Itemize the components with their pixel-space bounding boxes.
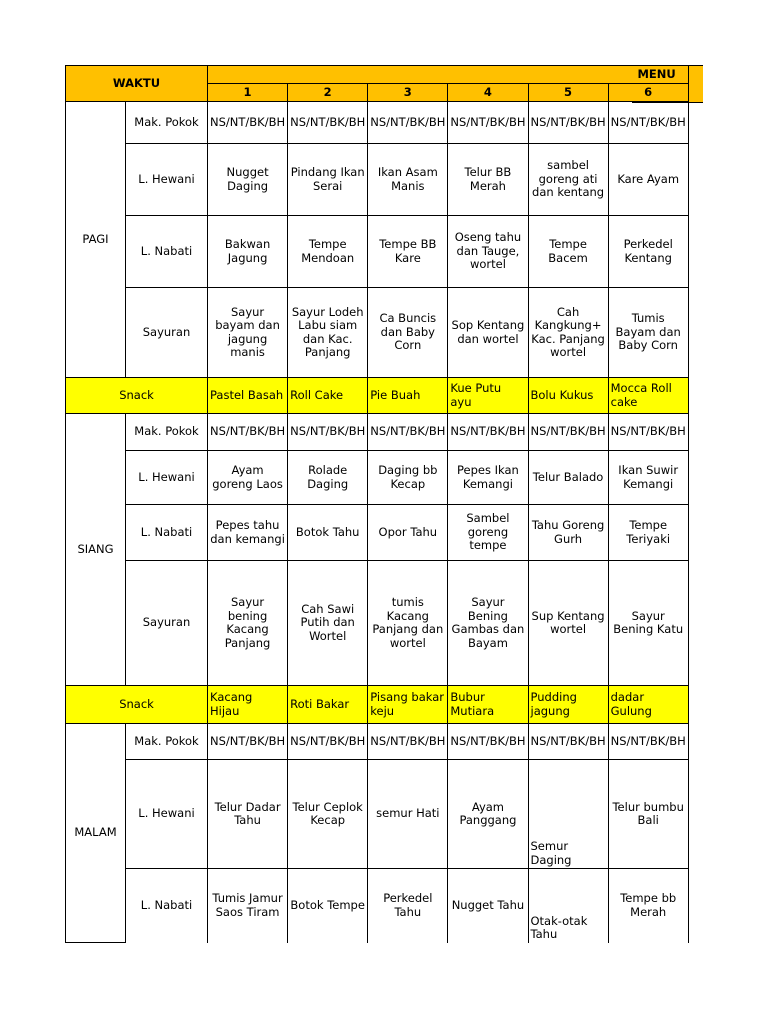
row-label: L. Hewani (126, 760, 208, 869)
column-header-6: 6 (608, 84, 688, 102)
snack-label: Snack (66, 686, 208, 724)
table-cell: Tahu Goreng Gurh (528, 505, 608, 561)
menu-table (65, 65, 689, 943)
table-cell: sambel goreng ati dan kentang (528, 144, 608, 216)
row-label: Mak. Pokok (126, 102, 208, 144)
table-cell: Perkedel Tahu (368, 869, 448, 943)
table-cell: NS/NT/BK/BH (288, 724, 368, 760)
row-label: L. Hewani (126, 451, 208, 505)
column-header-1: 1 (208, 84, 288, 102)
table-cell: Pindang Ikan Serai (288, 144, 368, 216)
snack-row (66, 686, 689, 724)
table-cell: Ayam Panggang (448, 760, 528, 869)
snack-item: Bubur Mutiara (448, 686, 528, 724)
table-cell: NS/NT/BK/BH (608, 724, 688, 760)
snack-item: Pie Buah (368, 378, 448, 414)
table-cell: NS/NT/BK/BH (368, 414, 448, 451)
table-cell: NS/NT/BK/BH (448, 102, 528, 144)
table-cell: NS/NT/BK/BH (208, 102, 288, 144)
table-cell: Oseng tahu dan Tauge, wortel (448, 216, 528, 288)
table-cell: Sayur bening Kacang Panjang (208, 561, 288, 686)
table-cell: NS/NT/BK/BH (288, 102, 368, 144)
table-cell: Kare Ayam (608, 144, 688, 216)
table-row (66, 724, 689, 760)
table-cell: Tempe Bacem (528, 216, 608, 288)
snack-row (66, 378, 689, 414)
table-cell: Nugget Tahu (448, 869, 528, 943)
table-row (66, 102, 689, 144)
table-cell: Sambel goreng tempe (448, 505, 528, 561)
snack-item: Roti Bakar (288, 686, 368, 724)
menu-sheet (65, 65, 689, 943)
table-row (66, 561, 689, 686)
table-row (66, 414, 689, 451)
table-cell: Rolade Daging (288, 451, 368, 505)
table-cell: Pepes Ikan Kemangi (448, 451, 528, 505)
row-label: Mak. Pokok (126, 724, 208, 760)
table-cell: Nugget Daging (208, 144, 288, 216)
table-row (66, 216, 689, 288)
table-cell: Sop Kentang dan wortel (448, 288, 528, 378)
snack-item: Pastel Basah (208, 378, 288, 414)
table-row (66, 451, 689, 505)
table-cell: Tempe Mendoan (288, 216, 368, 288)
row-label: L. Hewani (126, 144, 208, 216)
table-cell: NS/NT/BK/BH (208, 724, 288, 760)
table-cell: Telur Balado (528, 451, 608, 505)
table-cell: NS/NT/BK/BH (368, 102, 448, 144)
snack-item: Pudding jagung (528, 686, 608, 724)
table-cell: Perkedel Kentang (608, 216, 688, 288)
snack-label: Snack (66, 378, 208, 414)
table-cell: Sayur bayam dan jagung manis (208, 288, 288, 378)
table-row (66, 760, 689, 869)
session-label-malam: MALAM (66, 724, 126, 943)
snack-item: Kue Putu ayu (448, 378, 528, 414)
snack-item: Mocca Roll cake (608, 378, 688, 414)
table-cell: NS/NT/BK/BH (528, 414, 608, 451)
table-cell: Sayur Bening Gambas dan Bayam (448, 561, 528, 686)
table-cell: Cah Kangkung+ Kac. Panjang wortel (528, 288, 608, 378)
table-cell: Semur Daging (528, 760, 608, 869)
table-cell: Bakwan Jagung (208, 216, 288, 288)
table-cell: Opor Tahu (368, 505, 448, 561)
table-cell: Daging bb Kecap (368, 451, 448, 505)
table-cell: semur Hati (368, 760, 448, 869)
table-cell: Ayam goreng Laos (208, 451, 288, 505)
column-header-3: 3 (368, 84, 448, 102)
table-cell: Telur Dadar Tahu (208, 760, 288, 869)
waktu-header: WAKTU (66, 66, 208, 102)
table-cell: Botok Tempe (288, 869, 368, 943)
snack-item: Roll Cake (288, 378, 368, 414)
session-label-pagi: PAGI (66, 102, 126, 378)
row-label: L. Nabati (126, 505, 208, 561)
table-cell: NS/NT/BK/BH (288, 414, 368, 451)
table-cell: Telur Ceplok Kecap (288, 760, 368, 869)
row-label: Sayuran (126, 288, 208, 378)
table-cell: NS/NT/BK/BH (448, 724, 528, 760)
table-cell: Tempe bb Merah (608, 869, 688, 943)
column-header-2: 2 (288, 84, 368, 102)
table-cell: Tumis Jamur Saos Tiram (208, 869, 288, 943)
table-cell: Tempe Teriyaki (608, 505, 688, 561)
table-cell: tumis Kacang Panjang dan wortel (368, 561, 448, 686)
table-cell: Sayur Lodeh Labu siam dan Kac. Panjang (288, 288, 368, 378)
table-cell: NS/NT/BK/BH (368, 724, 448, 760)
table-cell: NS/NT/BK/BH (528, 724, 608, 760)
snack-item: Pisang bakar keju (368, 686, 448, 724)
menu-header: MENU (208, 66, 689, 84)
table-cell: NS/NT/BK/BH (448, 414, 528, 451)
table-cell: Telur BB Merah (448, 144, 528, 216)
table-row (66, 869, 689, 943)
column-header-5: 5 (528, 84, 608, 102)
snack-item: dadar Gulung (608, 686, 688, 724)
table-cell: Botok Tahu (288, 505, 368, 561)
row-label: L. Nabati (126, 216, 208, 288)
table-row (66, 144, 689, 216)
row-label: Mak. Pokok (126, 414, 208, 451)
table-cell: Tumis Bayam dan Baby Corn (608, 288, 688, 378)
table-cell: Sup Kentang wortel (528, 561, 608, 686)
table-row (66, 288, 689, 378)
table-cell: Cah Sawi Putih dan Wortel (288, 561, 368, 686)
row-label: Sayuran (126, 561, 208, 686)
table-cell: NS/NT/BK/BH (208, 414, 288, 451)
table-cell: Ikan Suwir Kemangi (608, 451, 688, 505)
table-cell: Otak-otak Tahu (528, 869, 608, 943)
table-cell: Ikan Asam Manis (368, 144, 448, 216)
table-cell: NS/NT/BK/BH (608, 102, 688, 144)
table-cell: Ca Buncis dan Baby Corn (368, 288, 448, 378)
snack-item: Kacang Hijau (208, 686, 288, 724)
table-cell: Sayur Bening Katu (608, 561, 688, 686)
table-row (66, 505, 689, 561)
table-cell: NS/NT/BK/BH (608, 414, 688, 451)
column-header-4: 4 (448, 84, 528, 102)
session-label-siang: SIANG (66, 414, 126, 686)
table-cell: Pepes tahu dan kemangi (208, 505, 288, 561)
table-cell: Telur bumbu Bali (608, 760, 688, 869)
row-label: L. Nabati (126, 869, 208, 943)
table-cell: NS/NT/BK/BH (528, 102, 608, 144)
snack-item: Bolu Kukus (528, 378, 608, 414)
table-cell: Tempe BB Kare (368, 216, 448, 288)
